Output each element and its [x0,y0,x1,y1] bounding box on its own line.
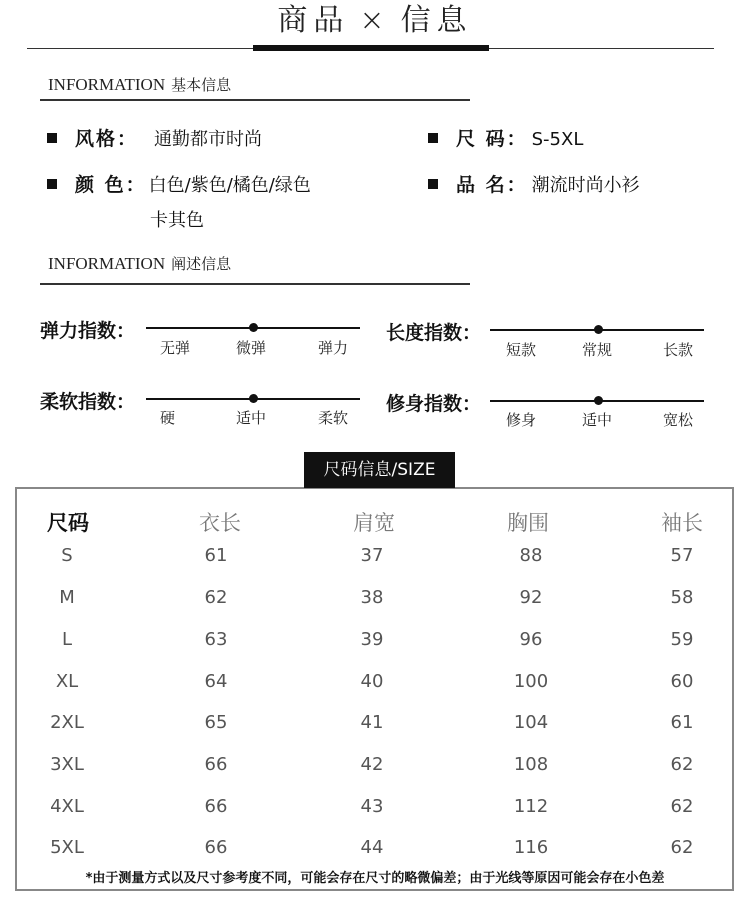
title-separator: × [359,3,391,38]
fit-option-2: 适中 [582,411,613,429]
color-item-line2 [150,206,204,232]
desc-info-heading-cn: 阐述信息 [171,255,232,273]
table-cell: M [59,587,75,608]
table-cell: 62 [204,587,228,608]
size-table-tab: 尺码信息/SIZE [304,452,455,488]
table-cell: 42 [360,754,384,775]
fit-index-label: 修身指数： [386,393,482,415]
table-cell: 112 [513,796,549,817]
length-index-marker [594,325,603,334]
table-cell: 96 [519,629,543,650]
table-cell: 3XL [50,754,84,775]
size-label: 尺 码： [456,128,528,150]
table-cell: 41 [360,712,384,733]
style-label: 风格： [75,128,139,150]
title-right: 信息 [400,3,473,38]
table-cell: 58 [670,587,694,608]
table-cell: 43 [360,796,384,817]
length-option-2: 常规 [582,341,613,359]
table-cell: 66 [204,837,228,858]
softness-index-label: 柔软指数： [40,391,136,413]
color-value-line2: 卡其色 [150,210,204,231]
color-label: 颜 色： [75,174,147,196]
table-cell: 37 [360,545,384,566]
size-table-note: *由于测量方式以及尺寸参考度不同，可能会存在尺寸的略微偏差；由于光线等原因可能会存在小色差 [85,871,665,886]
length-index-label: 长度指数： [386,322,482,344]
table-cell: 61 [204,545,228,566]
table-cell: 62 [670,754,694,775]
table-cell: 64 [204,671,228,692]
desc-info-heading [48,253,231,274]
table-cell: 62 [670,796,694,817]
name-item [428,170,640,197]
length-option-3: 长款 [663,341,694,359]
softness-option-1: 硬 [160,409,176,427]
name-label: 品 名： [456,174,528,196]
table-cell: 60 [670,671,694,692]
color-value-line1: 白色/紫色/橘色/绿色 [148,175,311,196]
fit-option-3: 宽松 [663,411,694,429]
table-cell: 61 [670,712,694,733]
softness-option-3: 柔软 [318,409,349,427]
style-value: 通勤都市时尚 [154,129,263,150]
softness-index-marker [249,394,258,403]
size-value: S-5XL [531,129,584,150]
page-title [0,0,750,42]
basic-info-divider [40,99,470,101]
elastic-option-1: 无弹 [160,339,191,357]
desc-info-heading-en: INFORMATION [48,254,166,273]
table-cell: 59 [670,629,694,650]
size-header-size: 尺码 [47,511,89,535]
elastic-option-2: 微弹 [236,339,267,357]
table-cell: 66 [204,796,228,817]
basic-info-heading [48,74,231,95]
elastic-index-marker [249,323,258,332]
table-cell: 92 [519,587,543,608]
table-cell: 66 [204,754,228,775]
table-cell: 5XL [50,837,84,858]
table-cell: 104 [513,712,549,733]
style-item [47,124,262,151]
basic-info-heading-en: INFORMATION [48,75,166,94]
table-cell: 4XL [50,796,84,817]
table-cell: 38 [360,587,384,608]
table-cell: 39 [360,629,384,650]
table-cell: 100 [513,671,549,692]
size-header-shoulder: 肩宽 [353,511,395,535]
table-cell: 40 [360,671,384,692]
table-cell: 2XL [50,712,84,733]
size-item [428,124,583,151]
table-cell: 116 [513,837,549,858]
bullet-square-icon [47,133,57,143]
table-cell: 57 [670,545,694,566]
table-cell: 44 [360,837,384,858]
size-header-chest: 胸围 [507,511,549,535]
table-cell: 62 [670,837,694,858]
fit-index-marker [594,396,603,405]
name-value: 潮流时尚小衫 [531,175,640,196]
bullet-square-icon [428,133,438,143]
table-cell: L [61,629,73,650]
basic-info-heading-cn: 基本信息 [171,76,232,94]
title-left: 商品 [277,3,350,38]
table-cell: 65 [204,712,228,733]
softness-option-2: 适中 [236,409,267,427]
table-cell: 108 [513,754,549,775]
table-cell: XL [55,671,79,692]
elastic-option-3: 弹力 [318,339,349,357]
color-item [47,170,311,197]
length-option-1: 短款 [506,341,537,359]
fit-option-1: 修身 [506,411,537,429]
table-cell: 88 [519,545,543,566]
table-cell: S [61,545,73,566]
desc-info-divider [40,283,470,285]
bullet-square-icon [428,179,438,189]
header-accent-bar [253,45,489,51]
bullet-square-icon [47,179,57,189]
size-header-length: 衣长 [199,511,241,535]
table-cell: 63 [204,629,228,650]
elastic-index-label: 弹力指数： [40,320,136,342]
size-header-sleeve: 袖长 [661,511,703,535]
